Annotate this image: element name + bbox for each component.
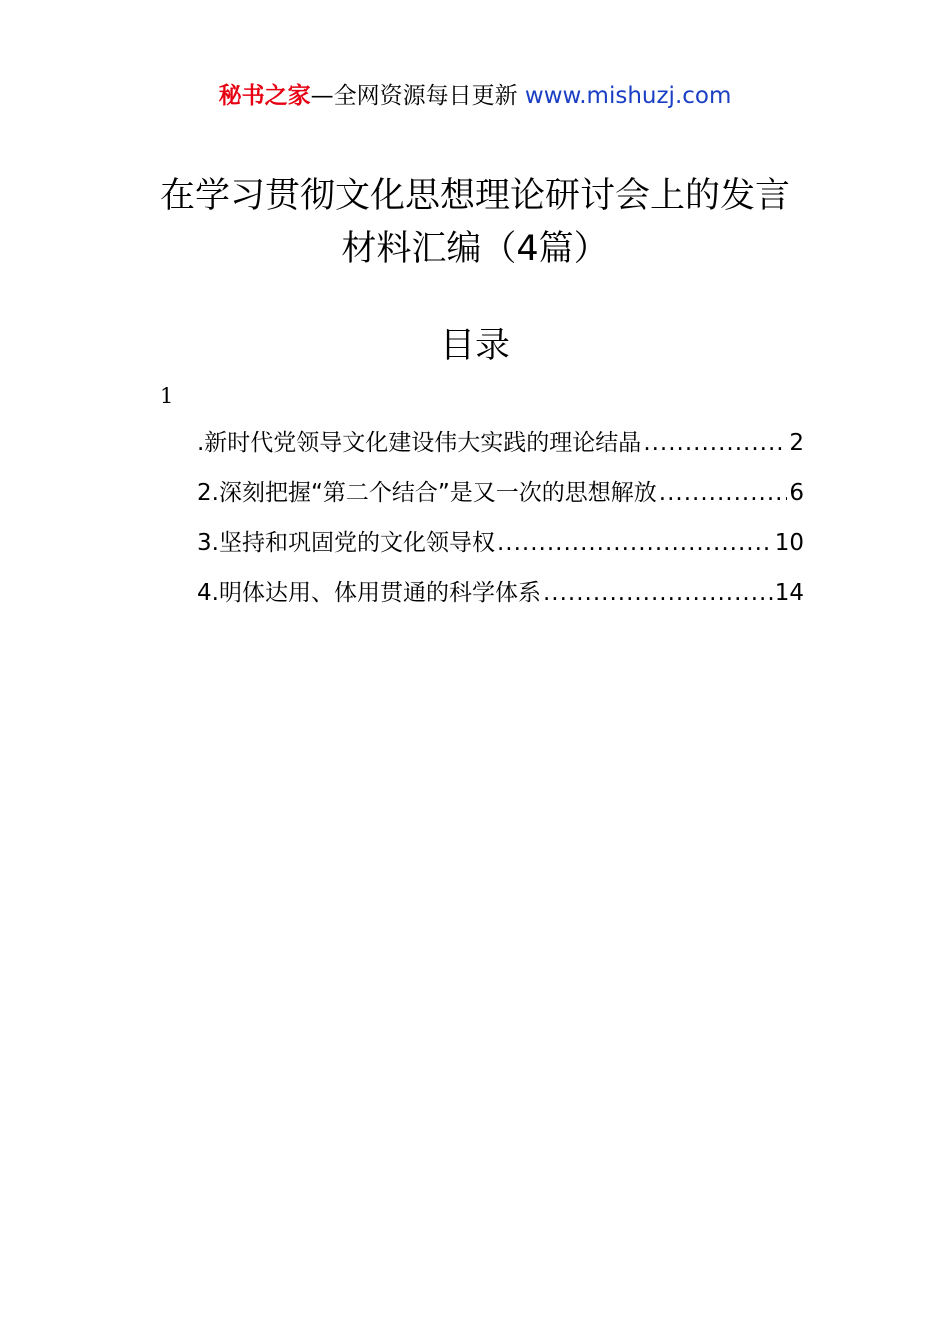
- toc-entry[interactable]: [197, 523, 804, 573]
- toc-page-number: 2: [789, 430, 804, 456]
- toc-page-number: 14: [774, 580, 804, 606]
- toc-entry[interactable]: [197, 423, 804, 473]
- document-title-line-1: 在学习贯彻文化思想理论研讨会上的发言: [159, 176, 790, 216]
- stray-list-number: 1: [160, 384, 174, 408]
- toc-dot-leader: [659, 473, 788, 513]
- site-url-link[interactable]: www.mishuzj.com: [524, 83, 732, 109]
- toc-entry[interactable]: [197, 473, 804, 523]
- toc-page-number: 10: [774, 530, 804, 556]
- toc-dot-leader: [497, 523, 773, 563]
- toc-heading: 目录: [439, 326, 510, 366]
- toc-page-number: 6: [789, 480, 804, 506]
- document-title: [0, 170, 950, 276]
- toc-entry-title: .新时代党领导文化建设伟大实践的理论结晶: [197, 430, 642, 456]
- site-brand-name: 秘书之家: [218, 83, 311, 109]
- site-banner: [0, 80, 950, 112]
- document-title-line-2: 材料汇编（4篇）: [341, 229, 609, 269]
- toc-entry-title: 2.深刻把握“第二个结合”是又一次的思想解放: [197, 480, 657, 506]
- toc-dot-leader: [543, 573, 773, 613]
- toc-entry[interactable]: [197, 573, 804, 623]
- toc-entry-title: 4.明体达用、体用贯通的科学体系: [197, 580, 541, 606]
- table-of-contents: [197, 423, 804, 623]
- toc-dot-leader: [643, 423, 787, 463]
- toc-entry-title: 3.坚持和巩固党的文化领导权: [197, 530, 495, 556]
- site-slogan: —全网资源每日更新: [310, 83, 518, 109]
